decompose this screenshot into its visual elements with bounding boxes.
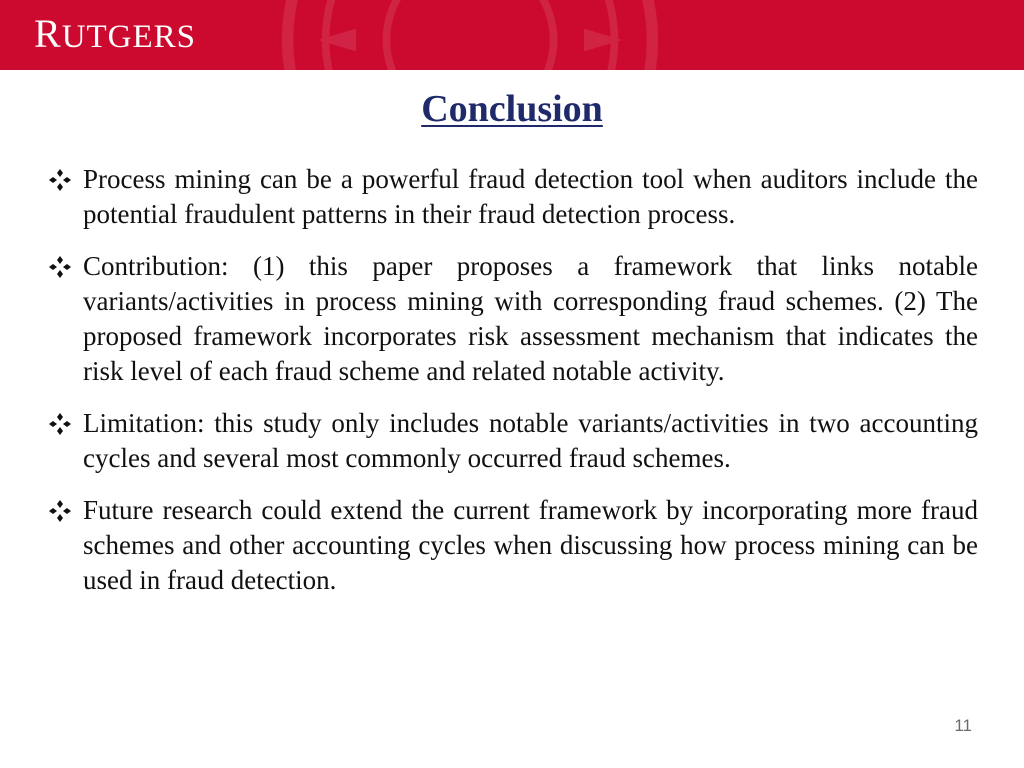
rutgers-logo: RUTGERS — [34, 11, 197, 56]
bullet-item — [46, 406, 978, 476]
bullet-item — [46, 249, 978, 389]
bullet-text: Contribution: (1) this paper proposes a framework that links notable variants/activities in process mining with corresponding fraud schemes. (2) The proposed framework incorporates risk assessment mechanism that indicates the risk level of each fraud scheme and related notable activity. — [83, 251, 978, 386]
header-band — [0, 0, 1024, 70]
bullet-list — [46, 162, 978, 615]
seal-watermark-icon — [280, 0, 660, 70]
diamond-bullet-icon — [48, 412, 72, 436]
diamond-bullet-icon — [48, 255, 72, 279]
page-number: 11 — [954, 716, 972, 735]
bullet-text: Process mining can be a powerful fraud detection tool when auditors include the potential fraudulent patterns in their fraud detection process. — [83, 164, 978, 229]
slide-title: Conclusion — [421, 88, 603, 130]
bullet-item — [46, 162, 978, 232]
diamond-bullet-icon — [48, 499, 72, 523]
diamond-bullet-icon — [48, 168, 72, 192]
bullet-text: Future research could extend the current framework by incorporating more fraud schemes and other accounting cycles when discussing how process mining can be used in fraud detection. — [83, 495, 978, 595]
bullet-item — [46, 493, 978, 598]
bullet-text: Limitation: this study only includes notable variants/activities in two accounting cycles and several most commonly occurred fraud schemes. — [83, 408, 978, 473]
